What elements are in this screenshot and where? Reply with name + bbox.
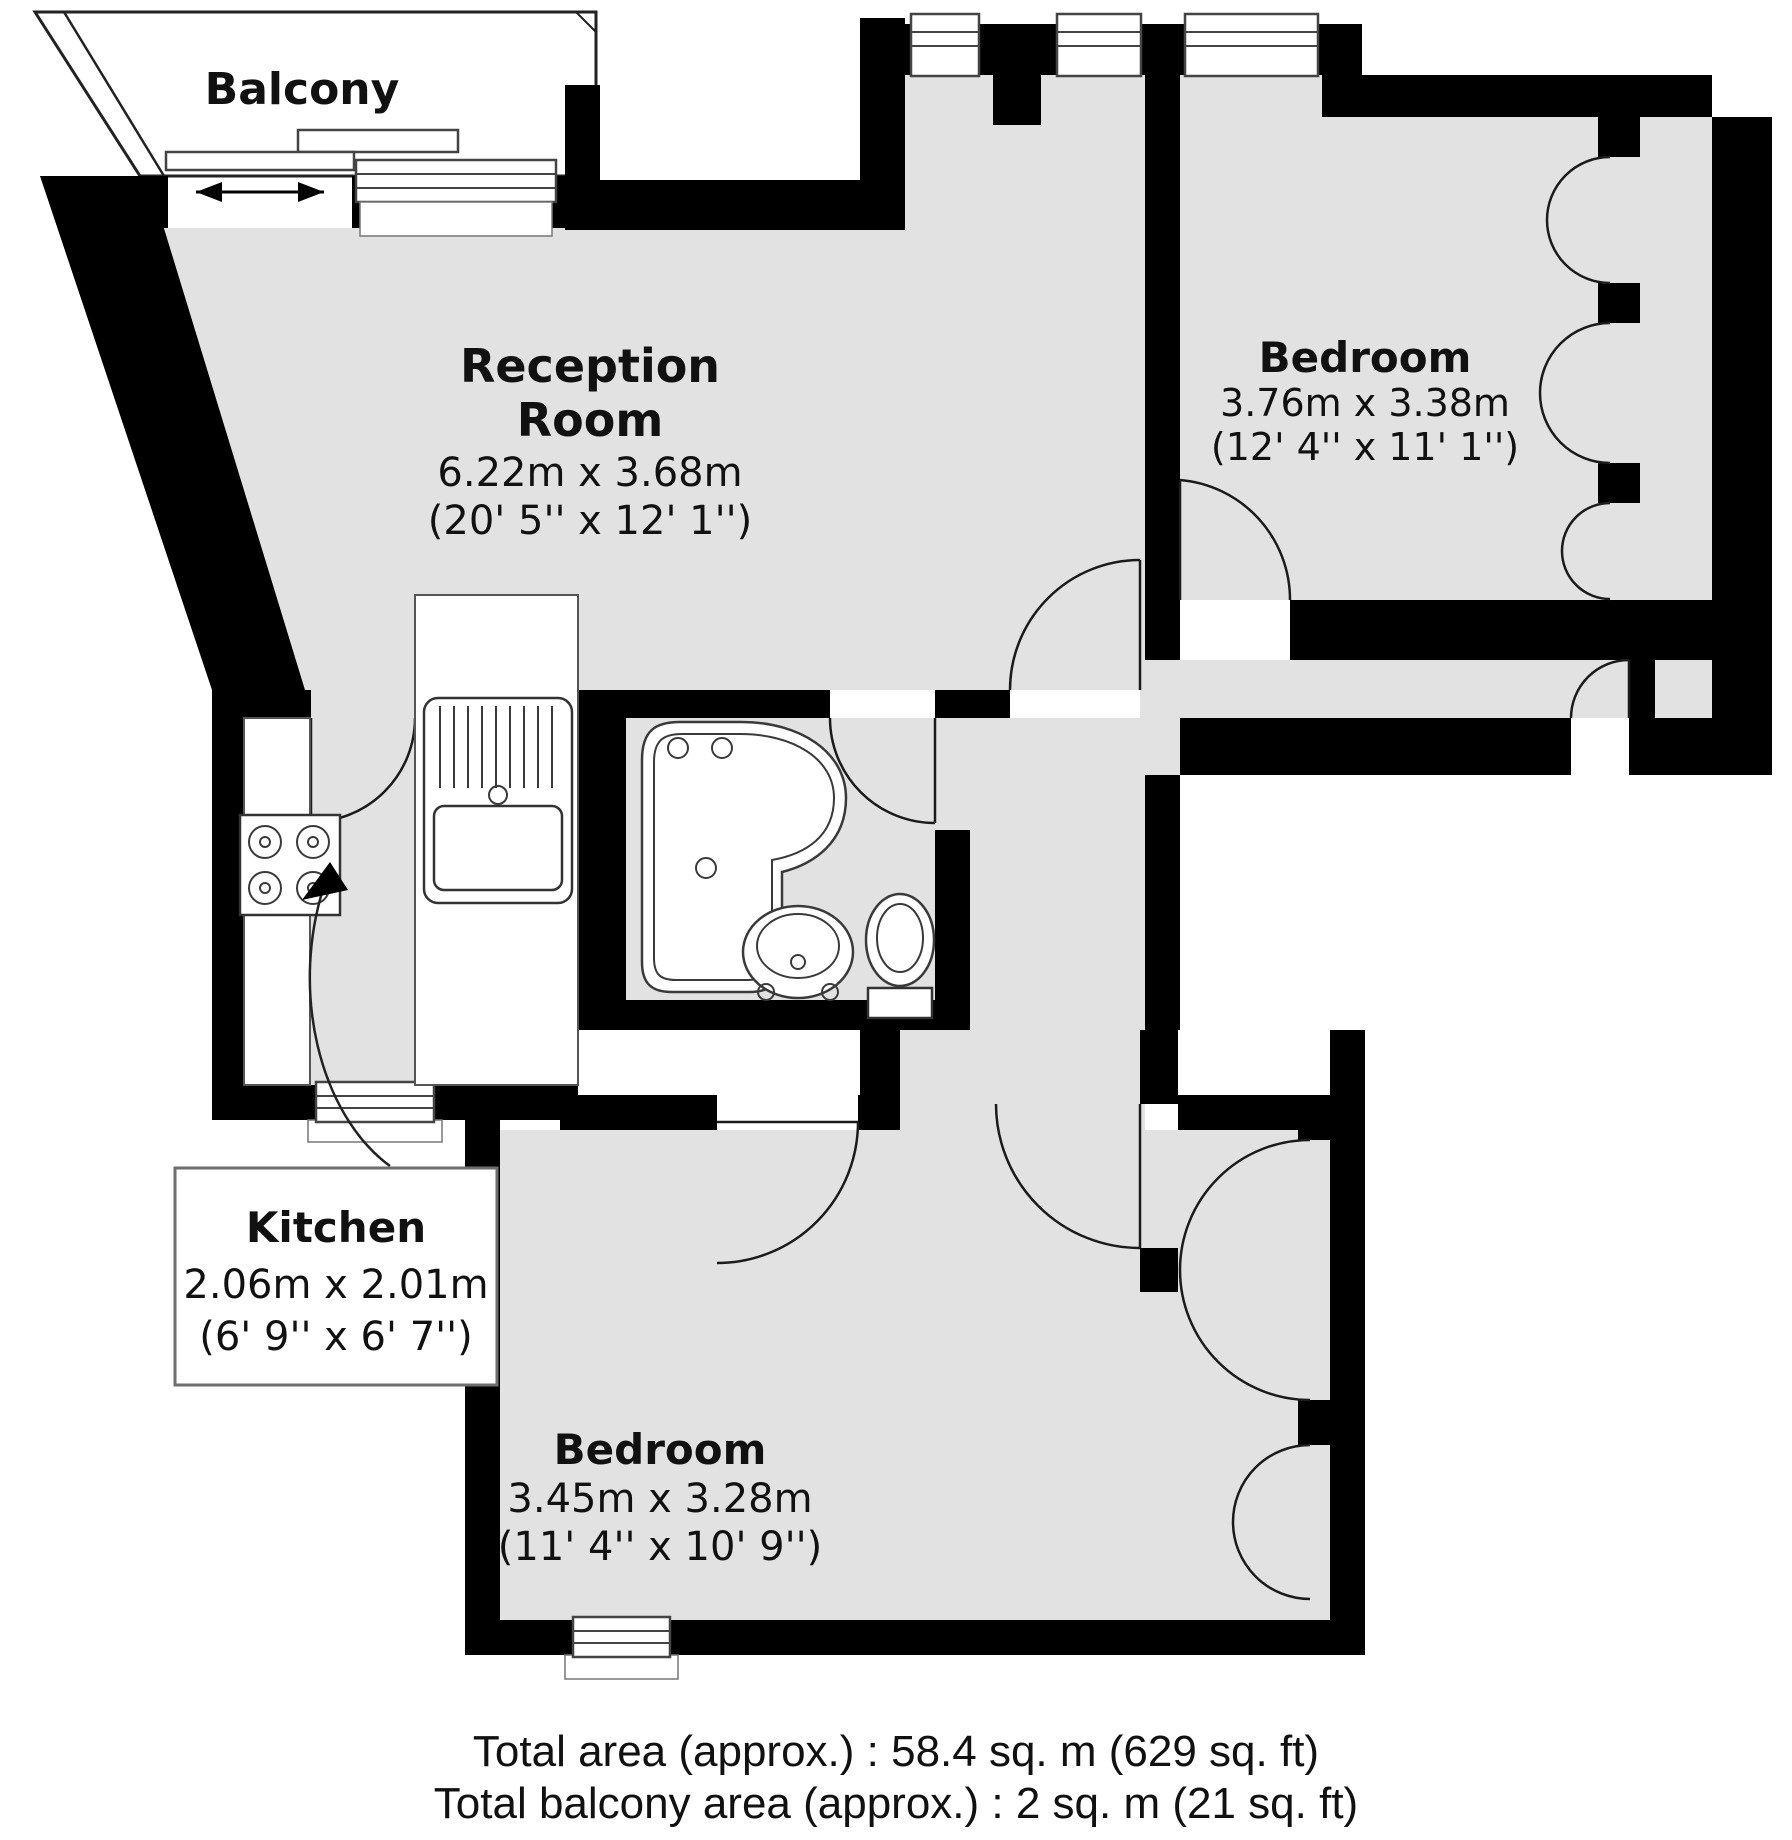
wall-reception-top-right xyxy=(565,180,860,230)
wall-bath-right xyxy=(935,830,970,1030)
bedroom-bottom-metric: 3.45m x 3.28m xyxy=(507,1476,813,1522)
kitchen-metric: 2.06m x 2.01m xyxy=(183,1262,489,1308)
total-balcony-area-text: Total balcony area (approx.) : 2 sq. m (21 sq. ft) xyxy=(433,1779,1359,1828)
kitchen-imperial: (6' 9'' x 6' 7'') xyxy=(199,1314,473,1360)
bedroom-top-title: Bedroom xyxy=(1258,333,1472,382)
slide-arrow-right xyxy=(298,182,324,202)
wall-bedroom-left xyxy=(1145,24,1180,660)
window-bedroom-bottom xyxy=(565,1617,678,1679)
wall-right xyxy=(1712,117,1772,775)
slide-arrow-left xyxy=(196,182,222,202)
toilet xyxy=(866,894,934,1018)
total-area-text: Total area (approx.) : 58.4 sq. m (629 sq. ft) xyxy=(472,1727,1320,1776)
bedroom-top-metric: 3.76m x 3.38m xyxy=(1220,381,1510,425)
wall-hanging-bar xyxy=(993,75,1041,125)
kitchen-sink xyxy=(424,698,572,903)
passage-floor xyxy=(900,1030,1140,1130)
reception-title-line1: Reception xyxy=(459,339,721,393)
wall-balcony-pillar xyxy=(565,85,600,180)
totals xyxy=(434,1727,1358,1828)
wall-entry-pillar xyxy=(1629,660,1655,718)
hob xyxy=(240,815,340,915)
wall-bedroom2-right xyxy=(1330,1030,1365,1655)
bedroom-bottom-imperial: (11' 4'' x 10' 9'') xyxy=(497,1524,823,1570)
wall-bedroom-top-step xyxy=(1322,75,1712,117)
reception-metric: 6.22m x 3.68m xyxy=(437,450,743,496)
wall-pillar-mid xyxy=(860,18,905,230)
balcony-label: Balcony xyxy=(204,64,400,115)
kitchen-title: Kitchen xyxy=(245,1203,427,1252)
window-bedroom-top xyxy=(1185,14,1318,76)
reception-imperial: (20' 5'' x 12' 1'') xyxy=(427,498,753,544)
bedroom-bottom-title: Bedroom xyxy=(553,1425,767,1474)
wall-bedroom-bottom xyxy=(1290,600,1712,660)
bedroom-top-imperial: (12' 4'' x 11' 1'') xyxy=(1210,425,1520,469)
window-kitchen xyxy=(308,1082,442,1142)
reception-title-line2: Room xyxy=(516,393,664,447)
wall-bath-left xyxy=(578,690,626,1030)
basin xyxy=(743,906,853,1000)
wall-kitchen-top xyxy=(244,690,311,718)
window-reception-top xyxy=(911,14,979,76)
window-reception-balcony xyxy=(356,160,556,236)
window-hall-column xyxy=(1057,14,1141,76)
